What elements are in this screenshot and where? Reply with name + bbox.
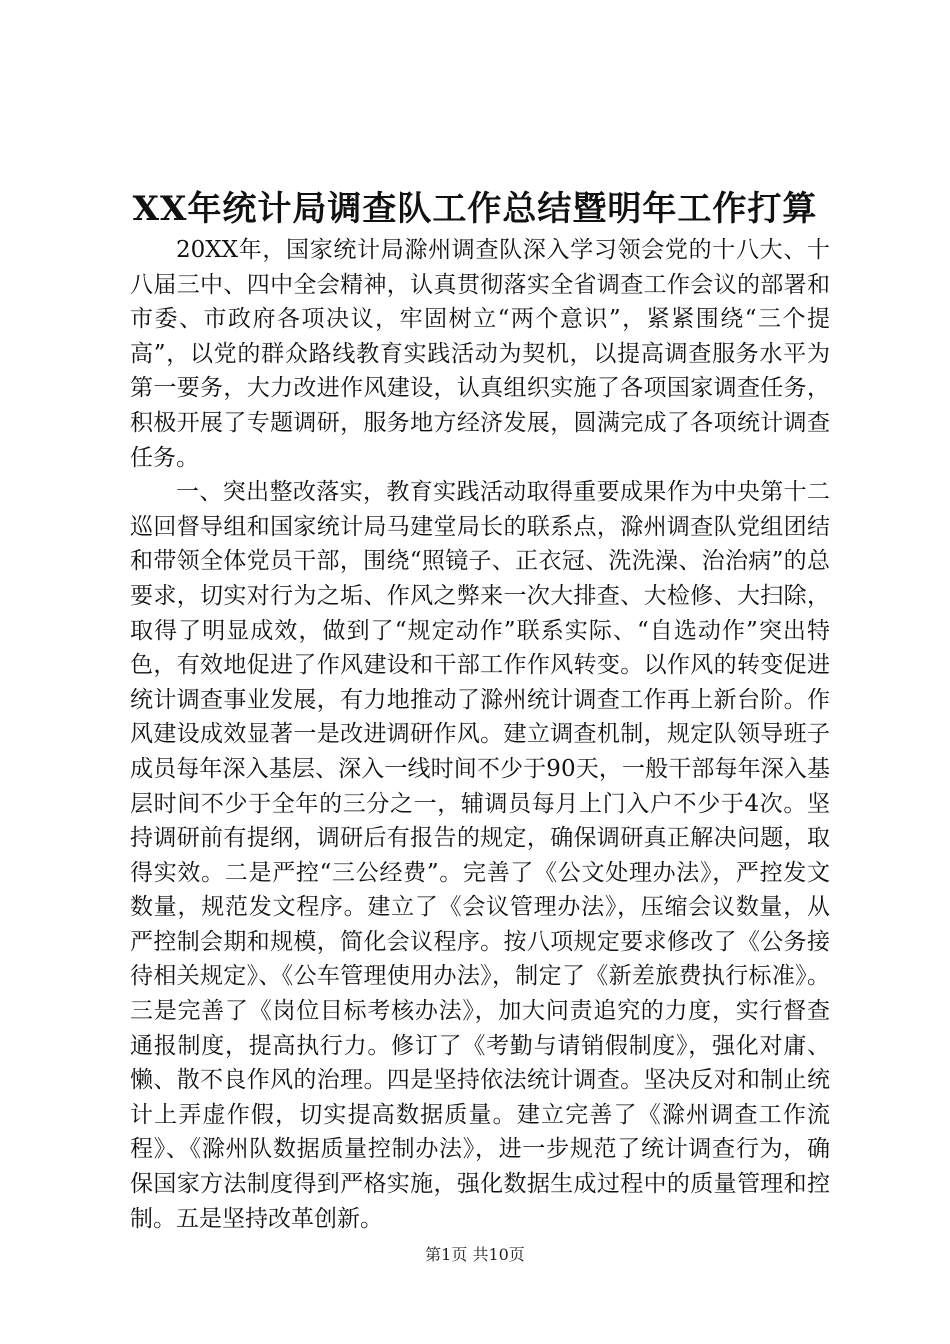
page-number-footer: 第1页 共10页 [425,1245,525,1264]
paragraph-section-one: 一、突出整改落实，教育实践活动取得重要成果作为中央第十二巡回督导组和国家统计局马建堂局长的联系点，滁州调查队党组团结和带领全体党员干部，围绕“照镜子、正衣冠、洗洗澡、治治病”的总要求，切实对行为之垢、作风之弊来一次大排查、大检修、大扫除，取得了明显成效，做到了“规定动作”联系实际、“自选动作”突出特色，有效地促进了作风建设和干部工作作风转变。以作风的转变促进统计调查事业发展，有力地推动了滁州统计调查工作再上新台阶。作风建设成效显著一是改进调研作风。建立调查机制，规定队领导班子成员每年深入基层、深入一线时间不少于90天，一般干部每年深入基层时间不少于全年的三分之一，辅调员每月上门入户不少于4次。坚持调研前有提纲，调研后有报告的规定，确保调研真正解决问题，取得实效。二是严控“三公经费”。完善了《公文处理办法》，严控发文数量，规范发文程序。建立了《会议管理办法》，压缩会议数量，从严控制会期和规模，简化会议程序。按八项规定要求修改了《公务接待相关规定》、《公车管理使用办法》，制定了《新差旅费执行标准》。三是完善了《岗位目标考核办法》，加大问责追究的力度，实行督查通报制度，提高执行力。修订了《考勤与请销假制度》，强化对庸、懒、散不良作风的治理。四是坚持依法统计调查。坚决反对和制止统计上弄虚作假，切实提高数据质量。建立完善了《滁州调查工作流程》、《滁州队数据质量控制办法》，进一步规范了统计调查行为，确保国家方法制度得到严格实施，强化数据生成过程中的质量管理和控制。五是坚持改革创新。 [130,479,830,1232]
document-title: XX年统计局调查队工作总结暨明年工作打算 [132,189,818,229]
document-body [130,233,830,1236]
paragraph-intro: 20XX年，国家统计局滁州调查队深入学习领会党的十八大、十八届三中、四中全会精神，认真贯彻落实全省调查工作会议的部署和市委、市政府各项决议，牢固树立“两个意识”，紧紧围绕“三个提高”，以党的群众路线教育实践活动为契机，以提高调查服务水平为第一要务，大力改进作风建设，认真组织实施了各项国家调查任务，积极开展了专题调研，服务地方经济发展，圆满完成了各项统计调查任务。 [130,237,830,471]
